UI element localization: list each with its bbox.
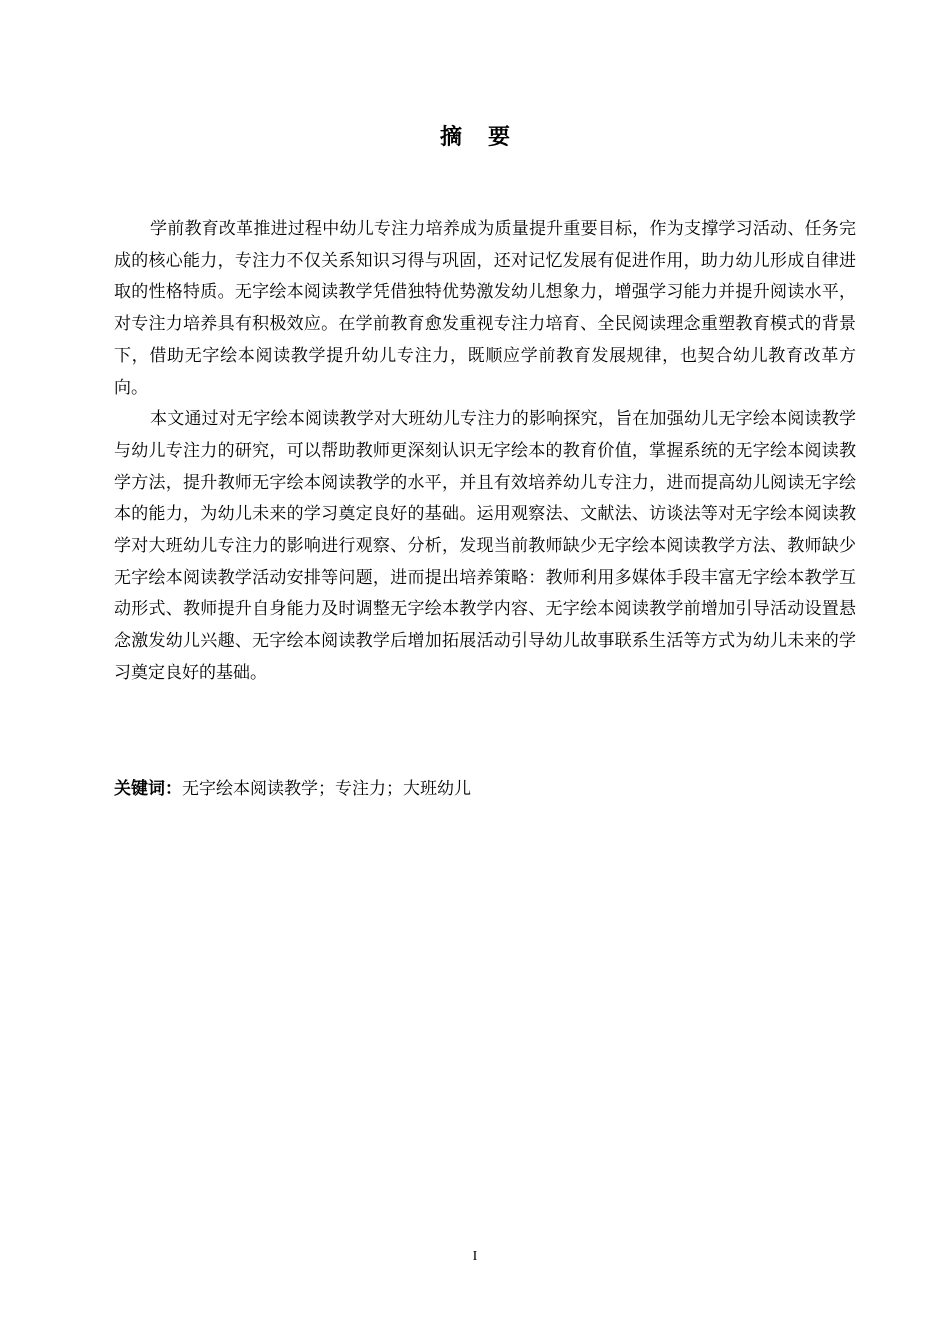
keywords-label: 关键词： [114,779,182,799]
abstract-body [114,214,856,690]
abstract-paragraph-2: 本文通过对无字绘本阅读教学对大班幼儿专注力的影响探究，旨在加强幼儿无字绘本阅读教学与幼儿专注力的研究，可以帮助教师更深刻认识无字绘本的教育价值，掌握系统的无字绘本阅读教学方法，提升教师无字绘本阅读教学的水平，并且有效培养幼儿专注力，进而提高幼儿阅读无字绘本的能力，为幼儿未来的学习奠定良好的基础。运用观察法、文献法、访谈法等对无字绘本阅读教学对大班幼儿专注力的影响进行观察、分析，发现当前教师缺少无字绘本阅读教学方法、教师缺少无字绘本阅读教学活动安排等问题，进而提出培养策略：教师利用多媒体手段丰富无字绘本教学互动形式、教师提升自身能力及时调整无字绘本教学内容、无字绘本阅读教学前增加引导活动设置悬念激发幼儿兴趣、无字绘本阅读教学后增加拓展活动引导幼儿故事联系生活等方式为幼儿未来的学习奠定良好的基础。 [114,409,856,683]
abstract-paragraph-1: 学前教育改革推进过程中幼儿专注力培养成为质量提升重要目标，作为支撑学习活动、任务完成的核心能力，专注力不仅关系知识习得与巩固，还对记忆发展有促进作用，助力幼儿形成自律进取的性格特质。无字绘本阅读教学凭借独特优势激发幼儿想象力，增强学习能力并提升阅读水平，对专注力培养具有积极效应。在学前教育愈发重视专注力培育、全民阅读理念重塑教育模式的背景下，借助无字绘本阅读教学提升幼儿专注力，既顺应学前教育发展规律，也契合幼儿教育改革方向。 [114,219,856,398]
page-number: I [472,1249,478,1264]
keywords-line [114,776,856,802]
keywords-text: 无字绘本阅读教学；专注力；大班幼儿 [182,779,471,799]
page-title: 摘要 [439,125,536,150]
